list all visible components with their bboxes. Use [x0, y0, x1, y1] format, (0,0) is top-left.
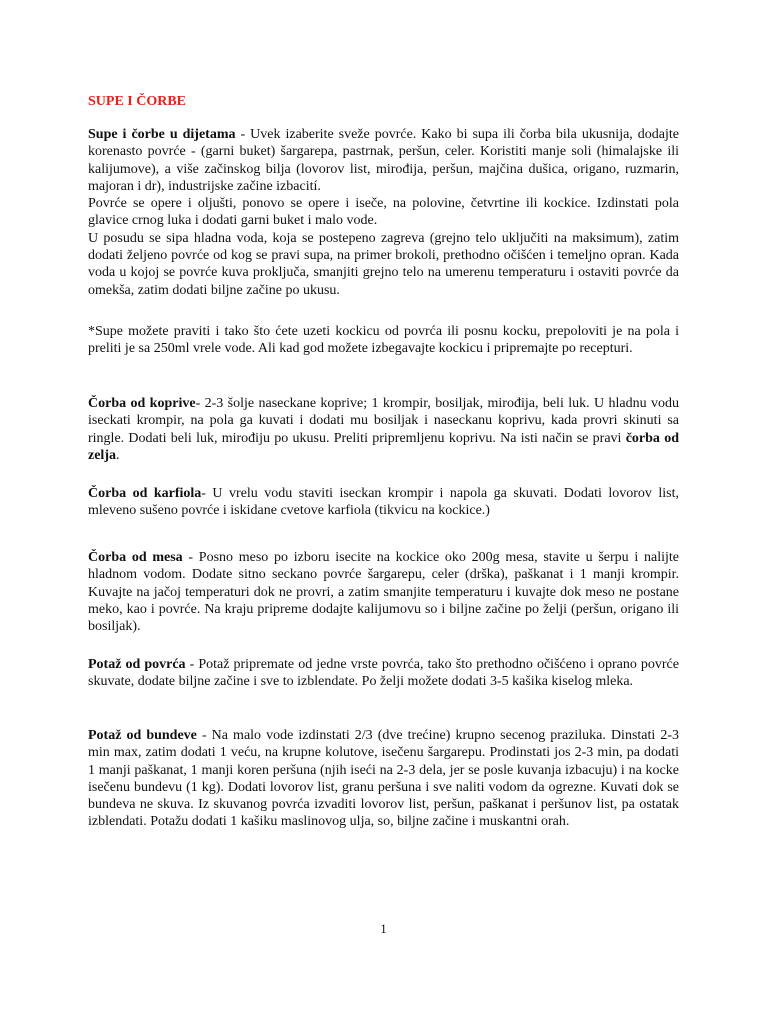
paragraph-meat: [88, 549, 679, 635]
page-title: SUPE I ČORBE: [88, 94, 187, 109]
text-meat: - Posno meso po izboru isecite na kockice oko 200g mesa, stavite u šerpu i nalijte hladnom vodom. Dodate sitno seckano povrće šargarepu, celer (drška), paškanat i 1 manji krompir. Kuvajte na jačoj temperaturi dok ne provri, a zatim smanjite temperaturu i kuvajte dok meso ne postane meko, kao i povrće. Na kraju pripreme dodajte kalijumovu so i biljne začine po želji (peršun, origano ili bosiljak).: [88, 550, 679, 635]
text-cauliflower: - U vrelu vodu staviti iseckan krompir i napola ga skuvati. Dodati lovorov list, mleveno sušeno povrće i iskidane cvetove karfiola (tikvicu na kockice.): [88, 486, 679, 519]
heading-meat: Čorba od mesa: [88, 550, 183, 565]
text-vegetable-potage: - Potaž pripremate od jedne vrste povrća, tako što prethodno očišćeno i oprano povrće skuvate, dodate biljne začine i sve to izblendate. Po želji možete dodati 3-5 kašika kiselog mleka.: [88, 657, 679, 690]
heading-pumpkin-potage: Potaž od bundeve: [88, 728, 197, 743]
text-diets-2: Povrće se opere i oljušti, ponovo se opere i iseče, na polovine, četvrtine ili kockice. Izdinstati pola glavice crnog luka i dodati garni buket i malo vode.: [88, 196, 679, 229]
paragraph-pumpkin-potage: [88, 727, 679, 831]
heading-cauliflower: Čorba od karfiola: [88, 486, 202, 501]
text-diets-3: U posudu se sipa hladna voda, koja se postepeno zagreva (grejno telo uključiti na maksimum), zatim dodati željeno povrće od kog se pravi supa, na primer brokoli, prethodno očišćen i temeljno opran. Kada voda u kojoj se povrće kuva proključa, smanjiti grejno telo na umerenu temperaturu i ostaviti povrće da omekša, zatim dodati biljne začine po ukusu.: [88, 230, 679, 298]
paragraph-cauliflower: [88, 485, 679, 520]
paragraph-diets: [88, 126, 679, 299]
bold-cabbage: čorba od zelja: [88, 430, 679, 463]
paragraph-note: [88, 323, 679, 358]
text-nettle-tail: .: [115, 447, 120, 463]
heading-nettle: Čorba od koprive: [88, 396, 196, 411]
paragraph-vegetable-potage: [88, 656, 679, 691]
heading-vegetable-potage: Potaž od povrća: [88, 657, 186, 672]
heading-diets: Supe i čorbe u dijetama: [88, 127, 236, 142]
text-nettle: - 2-3 šolje naseckane koprive; 1 krompir, bosiljak, mirođija, beli luk. U hladnu vodu iseckati krompir, na pola ga kuvati i dodati mu bosiljak i naseckanu koprivu, kada provri skinuti sa ringle. Dodati beli luk, mirođiju po ukusu. Preliti pripremljenu koprivu. Na isti način se pravi: [88, 396, 679, 446]
paragraph-nettle: [88, 395, 679, 464]
page-number: 1: [380, 921, 387, 936]
text-diets: - Uvek izaberite sveže povrće. Kako bi supa ili čorba bila ukusnija, dodajte korenasto povrće - (garni buket) šargarepa, pastrnak, peršun, celer. Koristiti manje soli (himalajske ili kalijumove), a više začinskog bilja (lovorov list, mirođija, peršun, majčina dušica, origano, ruzmarin, majoran i dr), industrijske začine izbacití.: [88, 127, 679, 194]
text-pumpkin-potage: - Na malo vode izdinstati 2/3 (dve trećine) krupno secenog praziluka. Dinstati 2-3 min max, zatim dodati 1 veću, na krupne kolutove, isečenu šargarepu. Prodinstati jos 2-3 min, pa dodati 1 manji paškanat, 1 manji koren peršuna (njih iseći na 2-3 dela, jer se posle kuvanja izbacuju) i na kocke isečenu bundevu (1 kg). Dodati lovorov list, granu peršuna i sve naliti vodom da ogrezne. Kuvati dok se bundeva ne skuva. Iz skuvanog povrća izvaditi lovorov list, peršun, paškanat i peršunov list, pa ostatak izblendati. Potažu dodati 1 kašiku maslinovog ulja, so, biljne začine i muskantni orah.: [88, 728, 679, 830]
text-note: *Supe možete praviti i tako što ćete uzeti kockicu od povrća ili posnu kocku, prepoloviti je na pola i preliti je sa 250ml vrele vode. Ali kad god možete izbegavajte kockicu i pripremajte po recepturi.: [88, 324, 679, 357]
